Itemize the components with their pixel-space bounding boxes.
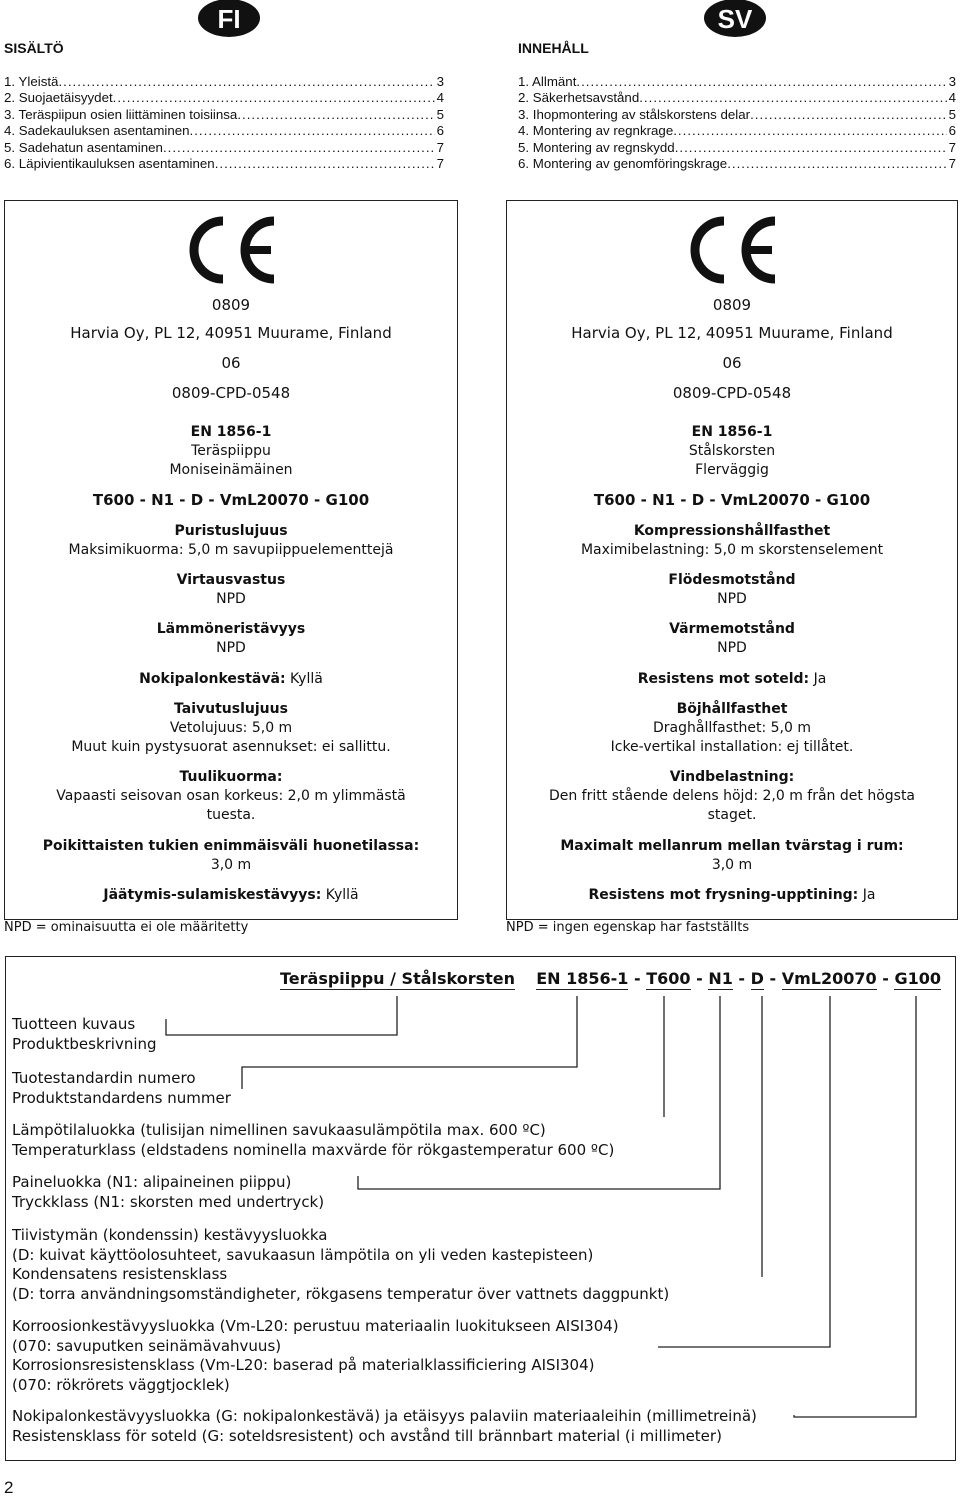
legend-line: Korrosionsresistensklass (Vm-L20: baserad på materialklassificiering AISI304) (12, 1356, 595, 1374)
flow-heading: Flödesmotstånd (668, 572, 796, 588)
toc-leader-dots (639, 90, 946, 106)
toc-item-page: 7 (436, 156, 444, 172)
legend-line: (070: savuputken seinämävahvuus) (12, 1336, 282, 1355)
toc-leader-dots (750, 107, 947, 123)
code-sep: - (738, 969, 746, 988)
manufacturer: Harvia Oy, PL 12, 40951 Muurame, Finland (571, 324, 893, 342)
legend-line: Paineluokka (N1: alipaineinen piippu) (12, 1173, 292, 1191)
ce-mark-icon (684, 215, 780, 285)
code-product: Teräspiippu / Stålskorsten (280, 969, 516, 988)
ce-marking-box-fi (4, 200, 458, 920)
toc-item-page: 5 (436, 106, 444, 122)
toc-item-title: 4. Montering av regnkrage (518, 123, 674, 139)
legend-condensate (12, 1226, 669, 1304)
support-heading: Maximalt mellanrum mellan tvärstag i rum: (560, 838, 904, 854)
legend-line: Tryckklass (N1: skorsten med undertryck) (12, 1192, 325, 1211)
legend-line: Produktstandardens nummer (12, 1088, 231, 1107)
certificate-number: 0809-CPD-0548 (171, 384, 291, 402)
toc-leader-dots (113, 90, 435, 106)
toc-item[interactable] (518, 156, 956, 172)
toc-item-page: 6 (948, 123, 956, 139)
toc-fi-title: SISÄLTÖ (4, 40, 64, 56)
legend-line: Resistensklass för soteld (G: soteldsresistent) och avstånd till brännbart material (i millimeter) (12, 1426, 722, 1445)
soot-value: Ja (813, 671, 827, 687)
toc-item-title: 5. Sadehatun asentaminen (4, 139, 163, 155)
toc-sv-list (518, 74, 956, 172)
designation-legend-box (5, 956, 956, 1461)
flex-value-1: Draghållfasthet: 5,0 m (652, 720, 812, 736)
flex-value-2: Icke-vertikal installation: ej tillåtet. (610, 739, 854, 755)
wall-type: Moniseinämäinen (169, 462, 293, 478)
soot-value: Kyllä (290, 671, 323, 687)
toc-fi-list (4, 74, 444, 172)
toc-item[interactable] (518, 90, 956, 106)
toc-item[interactable] (518, 123, 956, 139)
product-name: Stålskorsten (688, 443, 776, 459)
freeze-value: Ja (862, 887, 876, 903)
legend-line: Tiivistymän (kondenssin) kestävyysluokka (12, 1226, 328, 1244)
thermal-value: NPD (717, 640, 747, 656)
toc-item[interactable] (4, 74, 444, 90)
legend-line: (D: kuivat käyttöolosuhteet, savukaasun lämpötila on yli veden kastepisteen) (12, 1245, 594, 1264)
soot-fire-line (5, 670, 457, 689)
flex-value-2: Muut kuin pystysuorat asennukset: ei sallittu. (71, 739, 391, 755)
legend-line: Produktbeskrivning (12, 1034, 157, 1053)
toc-item-title: 4. Sadekauluksen asentaminen (4, 123, 190, 139)
thermal-heading: Lämmöneristävyys (156, 621, 306, 637)
ce-mark-icon (183, 215, 279, 285)
toc-leader-dots (58, 74, 434, 90)
toc-item-title: 2. Säkerhetsavstånd (518, 90, 640, 106)
toc-item-title: 2. Suojaetäisyydet (4, 90, 113, 106)
toc-leader-dots (190, 123, 435, 139)
legend-pressure (12, 1173, 324, 1212)
standard: EN 1856-1 (190, 424, 272, 440)
toc-item[interactable] (4, 107, 444, 123)
legend-temperature (12, 1121, 614, 1160)
freeze-line (507, 886, 957, 905)
compress-heading: Puristuslujuus (174, 523, 288, 539)
toc-leader-dots (673, 123, 946, 139)
freeze-heading: Jäätymis-sulamiskestävyys: (103, 887, 322, 903)
toc-item-page: 7 (948, 139, 956, 155)
wind-heading: Vindbelastning: (669, 769, 795, 785)
flow-value: NPD (717, 591, 747, 607)
toc-item-page: 3 (436, 74, 444, 89)
legend-corrosion (12, 1317, 619, 1395)
flow-value: NPD (216, 591, 246, 607)
compress-heading: Kompressionshållfasthet (633, 523, 831, 539)
code-pressure: N1 (708, 969, 733, 988)
legend-standard (12, 1069, 231, 1108)
toc-item-title: 6. Montering av genomföringskrage (518, 156, 728, 172)
toc-leader-dots (576, 74, 946, 90)
toc-item-page: 7 (436, 139, 444, 155)
notified-body-number: 0809 (211, 296, 251, 314)
code-sep: - (696, 969, 703, 988)
toc-item[interactable] (4, 123, 444, 139)
toc-item[interactable] (4, 140, 444, 156)
product-name: Teräspiippu (191, 443, 271, 459)
code-standard: EN 1856-1 (536, 969, 629, 988)
thermal-value: NPD (216, 640, 246, 656)
code-corrosion: VmL20070 (781, 969, 877, 988)
legend-line: Korroosionkestävyysluokka (Vm-L20: perustuu materiaalin luokitukseen AISI304) (12, 1317, 619, 1335)
toc-item-page: 7 (948, 156, 956, 172)
toc-item[interactable] (4, 156, 444, 172)
code-sootfire: G100 (894, 969, 941, 988)
legend-line: Kondensatens resistensklass (12, 1265, 228, 1283)
year: 06 (722, 354, 742, 372)
toc-item-page: 6 (436, 123, 444, 139)
support-heading: Poikittaisten tukien enimmäisväli huonetilassa: (42, 838, 420, 854)
toc-item-title: 5. Montering av regnskydd (518, 139, 675, 155)
legend-line: Tuotteen kuvaus (12, 1015, 136, 1033)
wind-value-2: staget. (707, 807, 757, 823)
toc-item-page: 4 (948, 90, 956, 106)
toc-item[interactable] (4, 90, 444, 106)
wall-type: Flerväggig (695, 462, 769, 478)
freeze-heading: Resistens mot frysning-upptining: (588, 887, 859, 903)
toc-item-title: 1. Allmänt (518, 74, 577, 89)
flex-value-1: Vetolujuus: 5,0 m (169, 720, 293, 736)
legend-line: (070: rökrörets väggtjocklek) (12, 1375, 230, 1394)
certificate-number: 0809-CPD-0548 (672, 384, 792, 402)
toc-item-page: 4 (436, 90, 444, 106)
toc-item-title: 3. Ihopmontering av stålskorstens delar (518, 106, 751, 122)
legend-product-desc (12, 1015, 157, 1054)
npd-note-fi: NPD = ominaisuutta ei ole määritetty (4, 920, 249, 935)
legend-line: Nokipalonkestävyysluokka (G: nokipalonkestävä) ja etäisyys palaviin materiaaleihin (millimetreinä) (12, 1407, 757, 1425)
wind-value-1: Den fritt stående delens höjd: 2,0 m från det högsta (548, 788, 916, 804)
thermal-heading: Värmemotstånd (669, 621, 795, 637)
support-value: 3,0 m (711, 857, 753, 873)
freeze-value: Kyllä (325, 887, 359, 903)
legend-line: Temperaturklass (eldstadens nominella maxvärde för rökgastemperatur 600 ºC) (12, 1140, 615, 1159)
page-number: 2 (4, 1478, 14, 1497)
code-temp: T600 (646, 969, 691, 988)
sv-language-badge: SV (704, 0, 766, 37)
toc-item-page: 5 (948, 106, 956, 122)
legend-line: Tuotestandardin numero (12, 1069, 196, 1087)
toc-sv-title: INNEHÅLL (518, 40, 589, 56)
designation: T600 - N1 - D - VmL20070 - G100 (92, 491, 370, 509)
code-sep: - (769, 969, 777, 988)
wind-value-2: tuesta. (206, 807, 256, 823)
compress-value: Maximibelastning: 5,0 m skorstenselement (580, 542, 884, 558)
flex-heading: Taivutuslujuus (174, 701, 288, 717)
flow-heading: Virtausvastus (176, 572, 286, 588)
toc-item[interactable] (518, 140, 956, 156)
code-sep: - (882, 969, 889, 988)
legend-line: Lämpötilaluokka (tulisijan nimellinen savukaasulämpötila max. 600 ºC) (12, 1121, 546, 1139)
toc-item-title: 3. Teräspiipun osien liittäminen toisiinsa (4, 106, 238, 122)
toc-leader-dots (215, 156, 435, 172)
compress-value: Maksimikuorma: 5,0 m savupiippuelementtejä (68, 542, 394, 558)
manufacturer: Harvia Oy, PL 12, 40951 Muurame, Finland (70, 324, 392, 342)
legend-soot-fire (12, 1407, 757, 1446)
toc-item-title: 6. Läpivientikauluksen asentaminen (4, 156, 215, 172)
toc-item[interactable] (518, 74, 956, 90)
toc-item-page: 3 (948, 74, 956, 89)
toc-item[interactable] (518, 107, 956, 123)
soot-heading: Nokipalonkestävä: (139, 671, 286, 687)
toc-leader-dots (727, 156, 946, 172)
ce-marking-box-sv (506, 200, 958, 920)
wind-heading: Tuulikuorma: (179, 769, 283, 785)
fi-language-badge: FI (198, 0, 260, 37)
flex-heading: Böjhållfasthet (676, 701, 788, 717)
toc-item-title: 1. Yleistä (4, 74, 59, 89)
notified-body-number: 0809 (712, 296, 752, 314)
soot-heading: Resistens mot soteld: (637, 671, 810, 687)
support-value: 3,0 m (210, 857, 252, 873)
toc-leader-dots (237, 107, 434, 123)
designation-code (280, 969, 941, 988)
code-sep: - (633, 969, 641, 988)
legend-line: (D: torra användningsomständigheter, rökgasens temperatur över vattnets daggpunkt) (12, 1284, 670, 1303)
soot-fire-line (507, 670, 957, 689)
freeze-line (5, 886, 457, 905)
standard: EN 1856-1 (691, 424, 773, 440)
designation: T600 - N1 - D - VmL20070 - G100 (593, 491, 871, 509)
toc-leader-dots (163, 140, 435, 156)
npd-note-sv: NPD = ingen egenskap har fastställts (506, 920, 750, 935)
wind-value-1: Vapaasti seisovan osan korkeus: 2,0 m ylimmästä (56, 788, 406, 804)
year: 06 (221, 354, 241, 372)
code-condensate: D (750, 969, 764, 988)
toc-leader-dots (675, 140, 947, 156)
